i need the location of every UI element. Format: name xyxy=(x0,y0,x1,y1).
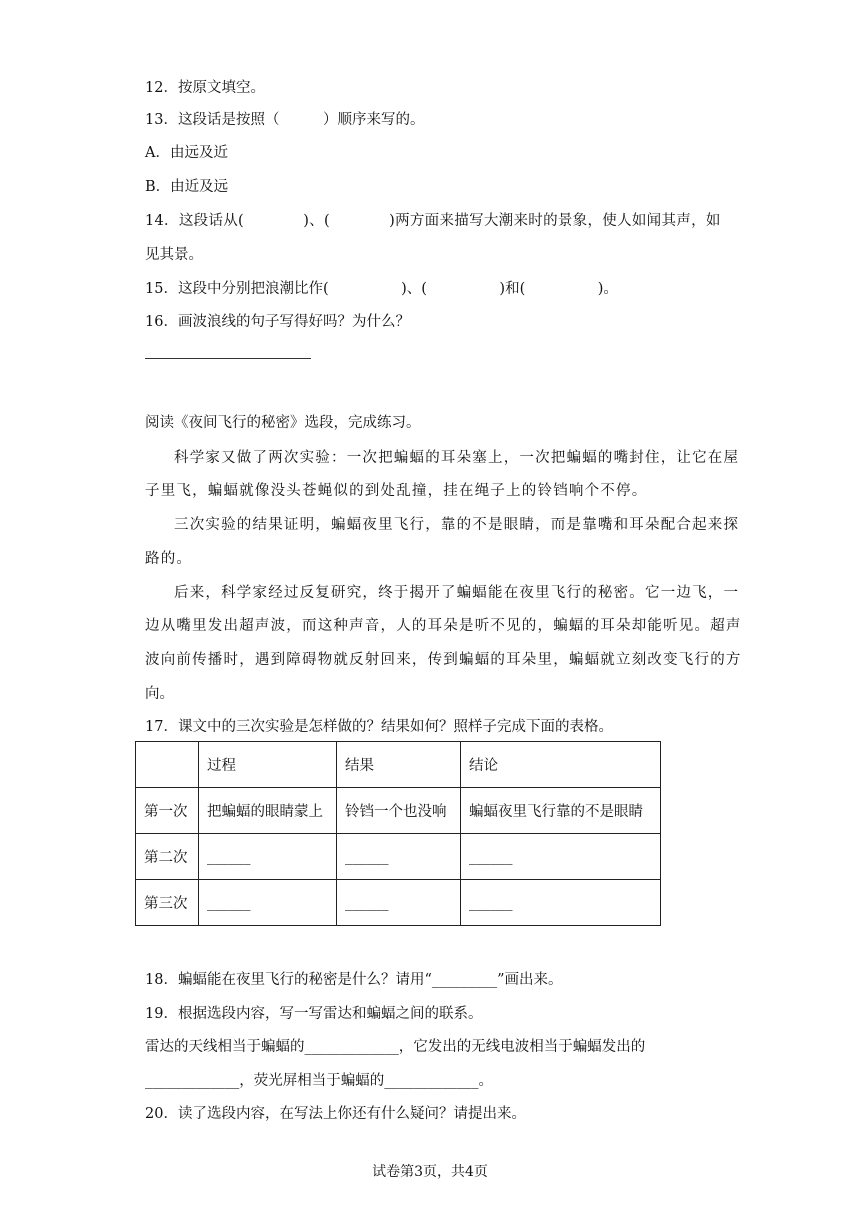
question-13-option-b: B．由近及远 xyxy=(145,179,229,195)
table-cell: 第一次 xyxy=(136,788,199,834)
table-cell: 蝙蝠夜里飞行靠的不是眼睛 xyxy=(461,788,661,834)
passage-p3-line-2: 边从嘴里发出超声波，而这种声音，人的耳朵是听不见的，蝙蝠的耳朵却能听见。超声 xyxy=(145,618,742,634)
table-row xyxy=(136,834,661,880)
table-header-row xyxy=(136,742,661,788)
question-12: 12．按原文填空。 xyxy=(145,80,265,96)
table-cell: 第三次 xyxy=(136,880,199,926)
passage-p3-line-1: 后来，科学家经过反复研究，终于揭开了蝙蝠能在夜里飞行的秘密。它一边飞，一 xyxy=(174,585,740,601)
table-answer-blank[interactable]: ______ xyxy=(461,880,661,926)
table-answer-blank[interactable]: ______ xyxy=(337,834,461,880)
passage-p3-line-4: 向。 xyxy=(145,686,174,702)
table-row xyxy=(136,788,661,834)
question-13-option-a: A．由远及近 xyxy=(145,145,228,161)
table-cell: 把蝙蝠的眼睛蒙上 xyxy=(199,788,337,834)
table-answer-blank[interactable]: ______ xyxy=(199,834,337,880)
question-16: 16．画波浪线的句子写得好吗？为什么？ xyxy=(145,314,410,330)
table-header-cell: 过程 xyxy=(199,742,337,788)
table-answer-blank[interactable]: ______ xyxy=(337,880,461,926)
question-15: 15．这段中分别把浪潮比作( )、( )和( )。 xyxy=(145,281,618,297)
table-header-cell: 结论 xyxy=(461,742,661,788)
passage-p2-line-2: 路的。 xyxy=(145,551,193,567)
table-cell: 铃铛一个也没响 xyxy=(337,788,461,834)
question-14-line-1: 14．这段话从( )、( )两方面来描写大潮来时的景象，使人如闻其声，如 xyxy=(145,213,721,229)
table-row xyxy=(136,880,661,926)
question-18: 18．蝙蝠能在夜里飞行的秘密是什么？请用“_________”画出来。 xyxy=(145,972,563,988)
experiment-table xyxy=(135,741,661,926)
question-20: 20．读了选段内容，在写法上你还有什么疑问？请提出来。 xyxy=(145,1106,526,1122)
passage-p1-line-1: 科学家又做了两次实验：一次把蝙蝠的耳朵塞上，一次把蝙蝠的嘴封住，让它在屋 xyxy=(174,450,740,466)
table-header-cell: 结果 xyxy=(337,742,461,788)
question-17: 17．课文中的三次实验是怎样做的？结果如何？照样子完成下面的表格。 xyxy=(145,719,613,735)
table-answer-blank[interactable]: ______ xyxy=(461,834,661,880)
passage-p2-line-1: 三次实验的结果证明，蝙蝠夜里飞行，靠的不是眼睛，而是靠嘴和耳朵配合起来探 xyxy=(174,517,740,533)
question-14-line-2: 见其景。 xyxy=(145,247,203,263)
question-19-line-2: _____________，荧光屏相当于蝙蝠的_____________。 xyxy=(145,1073,493,1089)
table-header-cell xyxy=(136,742,199,788)
page-footer: 试卷第3页，共4页 xyxy=(372,1164,488,1180)
reading-intro: 阅读《夜间飞行的秘密》选段，完成练习。 xyxy=(145,415,421,431)
passage-p3-line-3: 波向前传播时，遇到障碍物就反射回来，传到蝙蝠的耳朵里，蝙蝠就立刻改变飞行的方 xyxy=(145,652,742,668)
answer-line-16[interactable] xyxy=(145,358,311,359)
table-cell: 第二次 xyxy=(136,834,199,880)
table-answer-blank[interactable]: ______ xyxy=(199,880,337,926)
question-13: 13．这段话是按照（ ）顺序来写的。 xyxy=(145,112,425,128)
question-19: 19．根据选段内容，写一写雷达和蝙蝠之间的联系。 xyxy=(145,1006,483,1022)
question-19-line-1: 雷达的天线相当于蝙蝠的_____________，它发出的无线电波相当于蝙蝠发出的 xyxy=(145,1039,646,1055)
passage-p1-line-2: 子里飞，蝙蝠就像没头苍蝇似的到处乱撞，挂在绳子上的铃铛响个不停。 xyxy=(145,483,648,499)
